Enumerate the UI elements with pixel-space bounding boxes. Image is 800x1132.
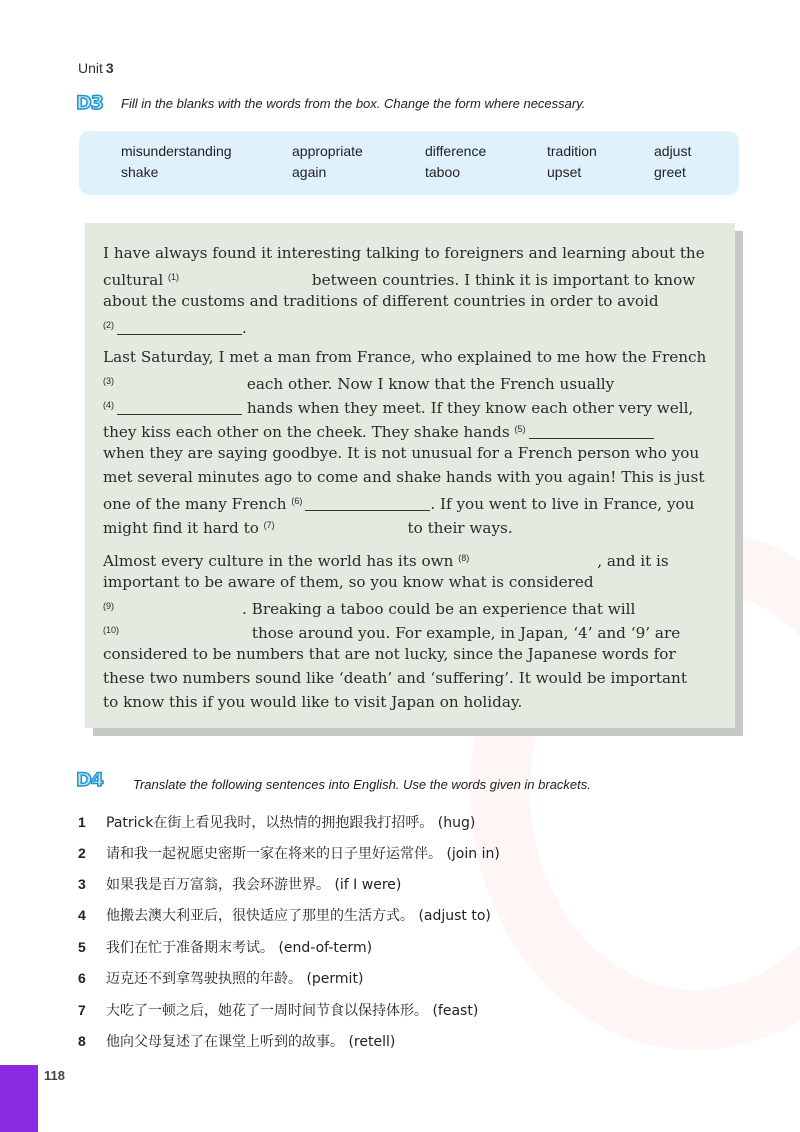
passage-box (85, 223, 735, 728)
blank-number: (5) (514, 424, 526, 434)
text: those around you. For example, in Japan, ‘4’ and ‘9’ are (251, 624, 681, 642)
text-line (103, 513, 723, 537)
item-text: 他向父母复述了在课堂上听到的故事。 (retell) (106, 1034, 396, 1050)
blank-1[interactable] (182, 271, 307, 285)
text: . (242, 319, 247, 337)
blank-number: (9) (103, 601, 114, 611)
list-item (78, 874, 401, 894)
word: adjust (654, 143, 692, 159)
text: , and it is (597, 552, 669, 570)
blank-5[interactable] (529, 424, 654, 439)
text-line: met several minutes ago to come and shake hands with you again! This is just (103, 468, 705, 486)
list-item (78, 937, 372, 957)
list-item (78, 843, 500, 863)
item-text: 我们在忙于准备期末考试。 (end-of-term) (106, 940, 373, 956)
text: each other. Now I know that the French usually (246, 375, 615, 393)
text-line: when they are saying goodbye. It is not unusual for a French person who you (103, 444, 700, 462)
list-item (78, 968, 363, 988)
word: tradition (547, 143, 597, 159)
list-item (78, 1000, 478, 1020)
text: one of the many French (103, 495, 287, 513)
text: to their ways. (407, 519, 513, 537)
blank-number: (10) (103, 625, 120, 635)
d3-badge: D3 (76, 92, 103, 114)
text: . If you went to live in France, you (430, 495, 695, 513)
text-line (103, 369, 723, 393)
blank-7[interactable] (278, 519, 403, 533)
text-line: about the customs and traditions of different countries in order to avoid (103, 292, 659, 310)
blank-number: (3) (103, 376, 114, 386)
blank-2[interactable] (117, 320, 242, 335)
item-number: 3 (78, 876, 86, 892)
paragraph-3 (103, 546, 723, 714)
paragraph-2 (103, 345, 723, 537)
item-text: 大吃了一顿之后，她花了一周时间节食以保持体形。 (feast) (106, 1003, 479, 1019)
item-number: 4 (78, 907, 86, 923)
item-text: Patrick在街上看见我时，以热情的拥抱跟我打招呼。 (hug) (106, 815, 476, 831)
unit-label (78, 60, 114, 76)
text-line (103, 618, 723, 642)
text-line: I have always found it interesting talking to foreigners and learning about the (103, 244, 705, 262)
blank-number: (4) (103, 400, 114, 410)
item-text: 请和我一起祝愿史密斯一家在将来的日子里好运常伴。 (join in) (106, 846, 500, 862)
text-line: considered to be numbers that are not lucky, since the Japanese words for (103, 645, 676, 663)
item-text: 迈克还不到拿驾驶执照的年龄。 (permit) (106, 971, 364, 987)
word-box (79, 131, 739, 195)
list-item (78, 1031, 395, 1051)
item-number: 8 (78, 1033, 86, 1049)
text: might find it hard to (103, 519, 259, 537)
blank-number: (7) (263, 520, 275, 530)
list-item (78, 812, 475, 832)
item-text: 他搬去澳大利亚后，很快适应了那里的生活方式。 (adjust to) (106, 908, 491, 924)
word: greet (654, 164, 686, 180)
text: . Breaking a taboo could be an experience that will (242, 600, 636, 618)
text-line: important to be aware of them, so you know what is considered (103, 573, 594, 591)
blank-number: (1) (168, 272, 180, 282)
list-item (78, 905, 491, 925)
text-line (103, 393, 723, 417)
unit-prefix: Unit (78, 60, 103, 76)
blank-8[interactable] (472, 552, 597, 566)
text-line (103, 313, 723, 337)
blank-6[interactable] (305, 496, 430, 511)
text-line (103, 417, 723, 441)
item-number: 6 (78, 970, 86, 986)
text: they kiss each other on the cheek. They shake hands (103, 423, 510, 441)
blank-10[interactable] (122, 624, 247, 638)
blank-3[interactable] (117, 375, 242, 389)
text-line (103, 594, 723, 618)
word: again (292, 164, 327, 180)
text-line (103, 265, 723, 289)
item-number: 1 (78, 814, 86, 830)
item-number: 5 (78, 939, 86, 955)
blank-9[interactable] (117, 600, 242, 614)
text-line: Last Saturday, I met a man from France, who explained to me how the French (103, 348, 707, 366)
text: cultural (103, 271, 164, 289)
text: hands when they meet. If they know each other very well, (246, 399, 694, 417)
item-text: 如果我是百万富翁，我会环游世界。 (if I were) (106, 877, 402, 893)
unit-number: 3 (105, 60, 114, 76)
item-number: 7 (78, 1002, 86, 1018)
word: difference (425, 143, 487, 159)
text: between countries. I think it is important to know (311, 271, 696, 289)
item-number: 2 (78, 845, 86, 861)
blank-number: (8) (458, 553, 470, 563)
word: taboo (425, 164, 461, 180)
word: shake (121, 164, 159, 180)
blank-4[interactable] (117, 400, 242, 415)
d4-instruction: Translate the following sentences into English. Use the words given in brackets. (133, 777, 591, 792)
paragraph-1 (103, 241, 723, 337)
page-number-bar (0, 1065, 38, 1132)
text-line: these two numbers sound like ‘death’ and ‘suffering’. It would be important (103, 669, 687, 687)
word: appropriate (292, 143, 363, 159)
word: misunderstanding (121, 143, 232, 159)
d3-instruction: Fill in the blanks with the words from the box. Change the form where necessary. (121, 96, 586, 111)
blank-number: (2) (103, 320, 114, 330)
text: Almost every culture in the world has its own (103, 552, 454, 570)
blank-number: (6) (291, 496, 303, 506)
page-number: 118 (44, 1068, 65, 1083)
word: upset (547, 164, 582, 180)
text-line: to know this if you would like to visit Japan on holiday. (103, 693, 523, 711)
text-line (103, 546, 723, 570)
d4-badge: D4 (76, 769, 103, 791)
text-line (103, 489, 723, 513)
